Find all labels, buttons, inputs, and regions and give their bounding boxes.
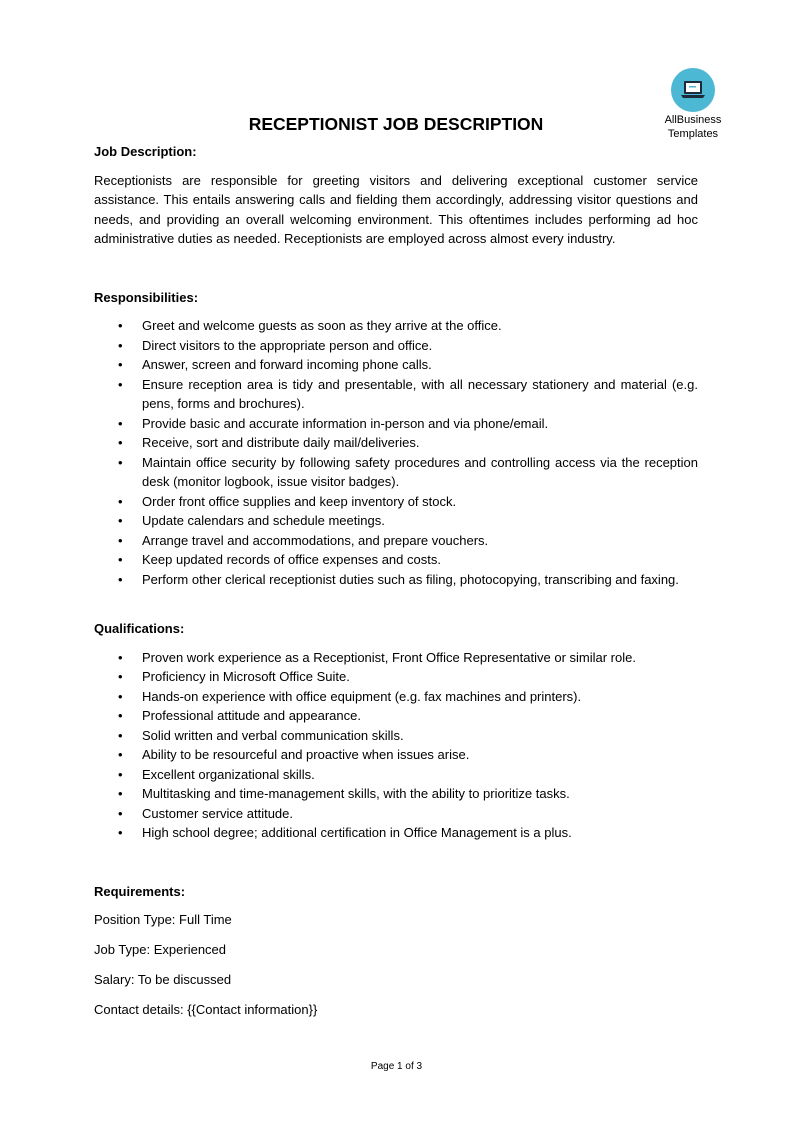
list-item: • Excellent organizational skills. <box>118 766 315 782</box>
qualifications-list <box>94 648 698 843</box>
list-item: • Customer service attitude. <box>118 805 294 821</box>
list-item: • Solid written and verbal communication skills. <box>118 727 404 743</box>
job-description-text: Receptionists are responsible for greeting visitors and delivering exceptional customer service assistance. This entails answering calls and fielding them accordingly, addressing visitor questions and needs, and providing an overall welcoming environment. This oftentimes includes performing ad hoc administrative duties as needed. Receptionists are employed across almost every industry. <box>94 172 698 246</box>
list-item: • Multitasking and time-management skills, with the ability to prioritize tasks. <box>118 786 570 801</box>
list-item: • Update calendars and schedule meetings. <box>118 513 385 528</box>
position-type: Position Type: Full Time <box>94 912 232 927</box>
list-item: • Maintain office security by following safety procedures and controlling access via the reception desk (monitor logbook, issue visitor badges). <box>118 454 698 489</box>
list-item: • Keep updated records of office expenses and costs. <box>118 552 441 567</box>
list-item: • Arrange travel and accommodations, and prepare vouchers. <box>118 532 489 548</box>
job-description-heading: Job Description: <box>94 144 197 159</box>
logo-text-line2: Templates <box>667 128 719 140</box>
laptop-icon <box>680 79 706 101</box>
salary: Salary: To be discussed <box>94 972 232 987</box>
logo-circle <box>671 68 715 112</box>
list-item: • Proficiency in Microsoft Office Suite. <box>118 669 350 684</box>
qualifications-heading: Qualifications: <box>94 621 185 636</box>
contact-details: Contact details: {{Contact information}} <box>94 1002 318 1017</box>
list-item: • Perform other clerical receptionist duties such as filing, photocopying, transcribing and faxing. <box>118 571 679 587</box>
responsibilities-heading: Responsibilities: <box>94 289 199 305</box>
list-item: • High school degree; additional certification in Office Management is a plus. <box>118 825 572 840</box>
logo-text-line1: AllBusiness <box>664 114 722 126</box>
document-page <box>94 112 698 1030</box>
list-item: • Ability to be resourceful and proactive when issues arise. <box>118 747 470 762</box>
page-title: RECEPTIONIST JOB DESCRIPTION <box>248 114 544 134</box>
list-item: • Greet and welcome guests as soon as they arrive at the office. <box>118 318 502 333</box>
list-item: • Receive, sort and distribute daily mail/deliveries. <box>118 435 420 450</box>
list-item: • Hands-on experience with office equipment (e.g. fax machines and printers). <box>118 688 582 704</box>
list-item: • Professional attitude and appearance. <box>118 708 361 723</box>
list-item: • Direct visitors to the appropriate person and office. <box>118 337 433 353</box>
list-item: • Order front office supplies and keep inventory of stock. <box>118 493 457 509</box>
list-item: • Ensure reception area is tidy and presentable, with all necessary stationery and material (e.g. pens, forms and brochures). <box>118 376 698 411</box>
requirements-heading: Requirements: <box>94 883 186 899</box>
page-number: Page 1 of 3 <box>370 1061 423 1072</box>
list-item: • Answer, screen and forward incoming phone calls. <box>118 357 432 372</box>
list-item: • Provide basic and accurate information in-person and via phone/email. <box>118 415 549 431</box>
responsibilities-list <box>94 316 698 589</box>
job-type: Job Type: Experienced <box>94 942 227 957</box>
list-item: • Proven work experience as a Receptionist, Front Office Representative or similar role. <box>118 649 636 665</box>
